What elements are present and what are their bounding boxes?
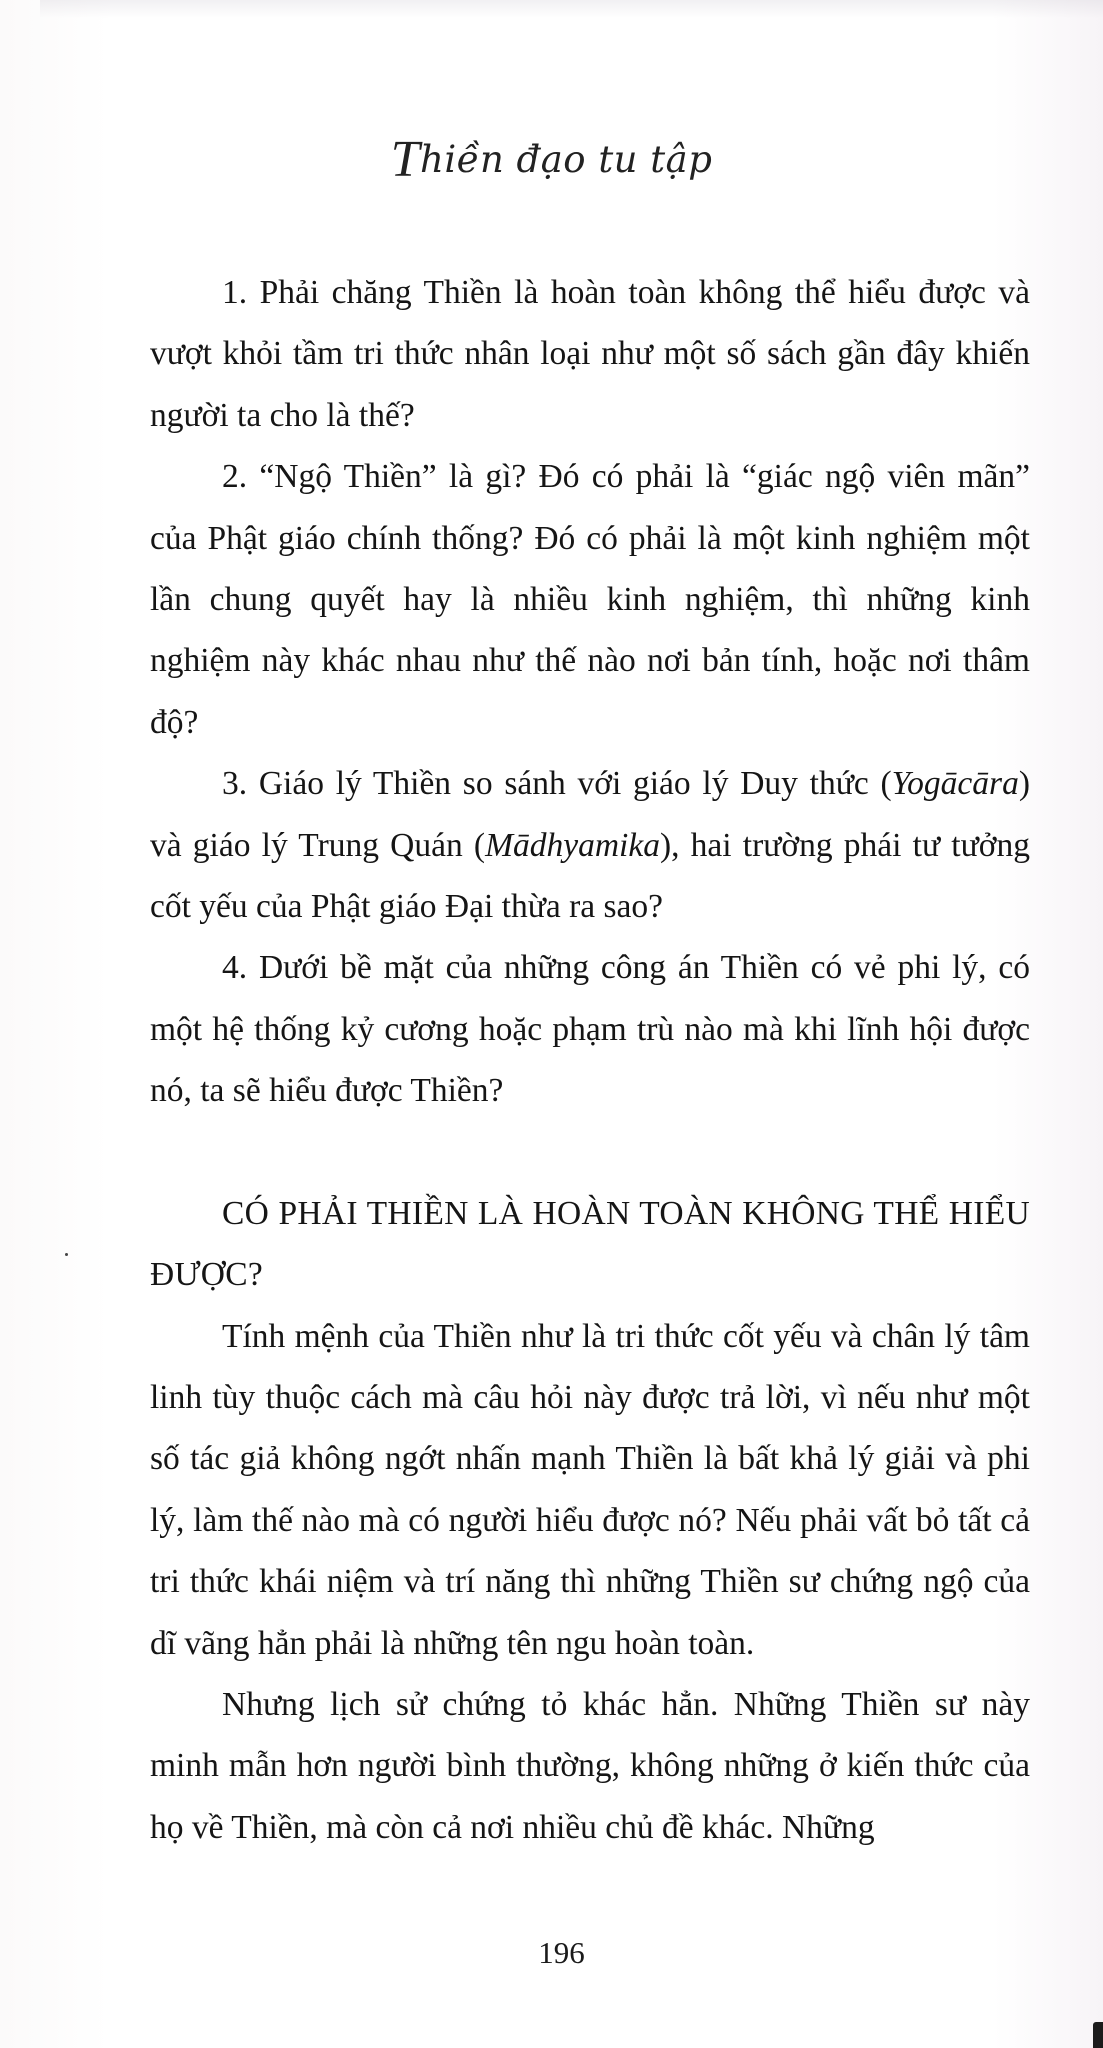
section-heading: CÓ PHẢI THIỀN LÀ HOÀN TOÀN KHÔNG THỂ HIỂU ĐƯỢC? (150, 1194, 1030, 1294)
question-4: 4. Dưới bề mặt của những công án Thiền có vẻ phi lý, có một hệ thống kỷ cương hoặc phạm trù nào mà khi lĩnh hội được nó, ta sẽ hiểu được Thiền? (150, 949, 1030, 1110)
question-2: 2. “Ngộ Thiền” là gì? Đó có phải là “giác ngộ viên mãn” của Phật giáo chính thống? Đó có phải là một kinh nghiệm một lần chung quyết hay là nhiều kinh nghiệm, thì những kinh nghiệm này khác nhau như thế nào nơi bản tính, hoặc nơi thâm độ? (150, 458, 1030, 741)
page-number: 196 (538, 1935, 585, 1970)
question-3-part-a: 3. Giáo lý Thiền so sánh với giáo lý Duy thức ( (222, 765, 892, 803)
question-3-part-b: ) và giáo lý Trung Quán ( (150, 765, 1030, 864)
running-head (0, 130, 1103, 189)
page-top-edge-shadow (40, 0, 1103, 18)
running-head-dropcap: T (390, 131, 421, 188)
body-paragraph-1: Tính mệnh của Thiền như là tri thức cốt yếu và chân lý tâm linh tùy thuộc cách mà câu hỏi này được trả lời, vì nếu như một số tác giả không ngớt nhấn mạnh Thiền là bất khả lý giải và phi lý, làm thế nào mà có người hiểu được nó? Nếu phải vất bỏ tất cả tri thức khái niệm và trí năng thì những Thiền sư chứng ngộ của dĩ vãng hẳn phải là những tên ngu hoàn toàn. (150, 1317, 1030, 1662)
ink-speck (65, 1253, 68, 1256)
term-yogacara: Yogācāra (891, 765, 1019, 803)
body-paragraph-2: Nhưng lịch sử chứng tỏ khác hẳn. Những Thiền sư này minh mẫn hơn người bình thường, không những ở kiến thức của họ về Thiền, mà còn cả nơi nhiều chủ đề khác. Những (150, 1685, 1030, 1846)
body-text (150, 262, 1030, 1858)
page-corner-mark (1093, 2022, 1103, 2048)
question-1: 1. Phải chăng Thiền là hoàn toàn không thể hiểu được và vượt khỏi tầm tri thức nhân loại như một số sách gần đây khiến người ta cho là thế? (150, 274, 1030, 434)
question-3-part-c: ), hai trường phái tư tưởng cốt yếu của Phật giáo Đại thừa ra sao? (150, 826, 1030, 926)
term-madhyamika: Mādhyamika (485, 826, 660, 864)
running-head-text: hiền đạo tu tập (420, 138, 713, 181)
question-3 (150, 753, 1030, 937)
